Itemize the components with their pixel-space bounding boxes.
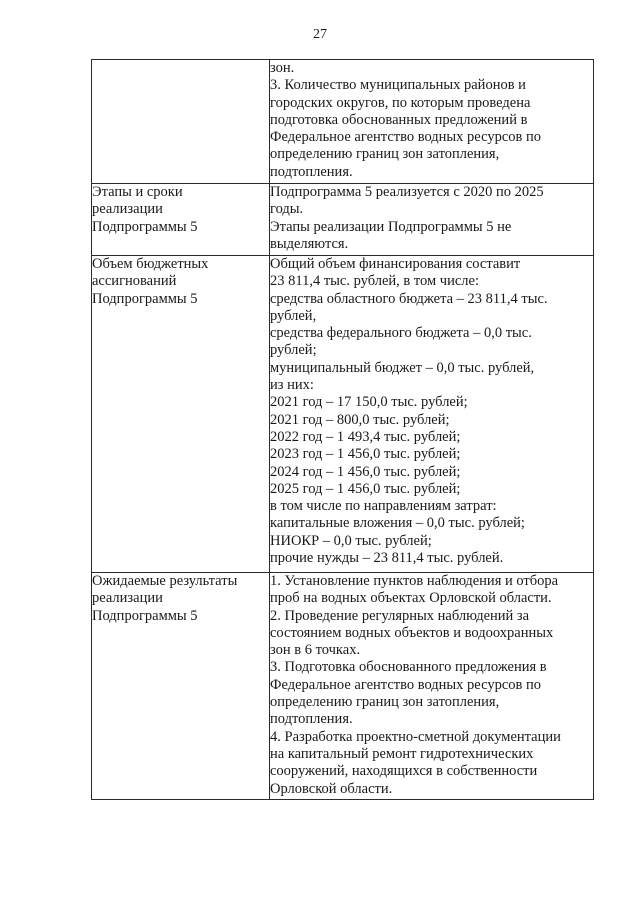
content-line: 2022 год – 1 493,4 тыс. рублей; — [270, 428, 461, 445]
label-line: Подпрограммы 5 — [92, 607, 198, 624]
content-line: годы. — [270, 201, 304, 218]
label-line: Подпрограммы 5 — [92, 218, 198, 235]
content-line: Этапы реализации Подпрограммы 5 не — [270, 218, 512, 235]
content-line: состоянием водных объектов и водоохранных — [270, 624, 554, 641]
content-line: 2023 год – 1 456,0 тыс. рублей; — [270, 446, 461, 463]
page-number: 27 — [313, 27, 327, 42]
table-row-continuation — [92, 60, 594, 184]
table-cell-content — [270, 573, 594, 800]
content-line: 1. Установление пунктов наблюдения и отбора — [270, 573, 559, 589]
label-line: Ожидаемые результаты — [92, 573, 238, 589]
content-line: выделяются. — [270, 235, 349, 252]
table-cell-content — [270, 184, 594, 256]
content-line: 2024 год – 1 456,0 тыс. рублей; — [270, 463, 461, 480]
content-line: 23 811,4 тыс. рублей, в том числе: — [270, 273, 479, 290]
content-line: подтопления. — [270, 163, 353, 180]
content-line: определению границ зон затопления, — [270, 146, 500, 163]
content-line: зон. — [270, 60, 295, 76]
content-line: 3. Подготовка обоснованного предложения в — [270, 659, 547, 676]
content-line: определению границ зон затопления, — [270, 694, 500, 711]
label-line: Объем бюджетных — [92, 256, 209, 272]
label-line: Этапы и сроки — [92, 184, 183, 200]
label-line: реализации — [92, 201, 163, 218]
content-line: 2. Проведение регулярных наблюдений за — [270, 607, 530, 624]
content-line: зон в 6 точках. — [270, 642, 361, 659]
table-cell-content — [270, 60, 594, 184]
content-line: Федеральное агентство водных ресурсов по — [270, 129, 542, 146]
content-line: 2021 год – 17 150,0 тыс. рублей; — [270, 394, 468, 411]
subprogram-passport-table — [91, 59, 594, 800]
content-line: средства областного бюджета – 23 811,4 тыс. — [270, 290, 548, 307]
content-line: Орловской области. — [270, 780, 393, 797]
content-line: Общий объем финансирования составит — [270, 256, 521, 272]
content-line: муниципальный бюджет – 0,0 тыс. рублей, — [270, 359, 535, 376]
content-line: рублей; — [270, 342, 317, 359]
table-cell-label — [92, 184, 270, 256]
content-line: капитальные вложения – 0,0 тыс. рублей; — [270, 515, 525, 532]
content-line: сооружений, находящихся в собственности — [270, 763, 538, 780]
content-line: городских округов, по которым проведена — [270, 94, 531, 111]
content-line: рублей, — [270, 307, 317, 324]
content-line: подготовка обоснованных предложений в — [270, 111, 528, 128]
content-line: из них: — [270, 377, 314, 394]
content-line: 2021 год – 800,0 тыс. рублей; — [270, 411, 450, 428]
table-cell-label — [92, 60, 270, 184]
table-row-budget — [92, 256, 594, 573]
content-line: 2025 год – 1 456,0 тыс. рублей; — [270, 480, 461, 497]
content-line: средства федерального бюджета – 0,0 тыс. — [270, 325, 532, 342]
content-line: 3. Количество муниципальных районов и — [270, 77, 526, 94]
label-line: реализации — [92, 590, 163, 607]
table-cell-content — [270, 256, 594, 573]
content-line: подтопления. — [270, 711, 353, 728]
content-line: в том числе по направлениям затрат: — [270, 498, 497, 515]
label-line: Подпрограммы 5 — [92, 290, 198, 307]
content-line: Подпрограмма 5 реализуется с 2020 по 2025 — [270, 184, 544, 200]
content-line: НИОКР – 0,0 тыс. рублей; — [270, 532, 432, 549]
table-row-results — [92, 573, 594, 800]
table-cell-label — [92, 256, 270, 573]
content-line: Федеральное агентство водных ресурсов по — [270, 676, 542, 693]
content-line: на капитальный ремонт гидротехнических — [270, 745, 534, 762]
table-row-stages — [92, 184, 594, 256]
content-line: прочие нужды – 23 811,4 тыс. рублей. — [270, 550, 504, 567]
content-line: проб на водных объектах Орловской области. — [270, 590, 552, 607]
content-line: 4. Разработка проектно-сметной документации — [270, 728, 561, 745]
label-line: ассигнований — [92, 273, 177, 290]
table-cell-label — [92, 573, 270, 800]
